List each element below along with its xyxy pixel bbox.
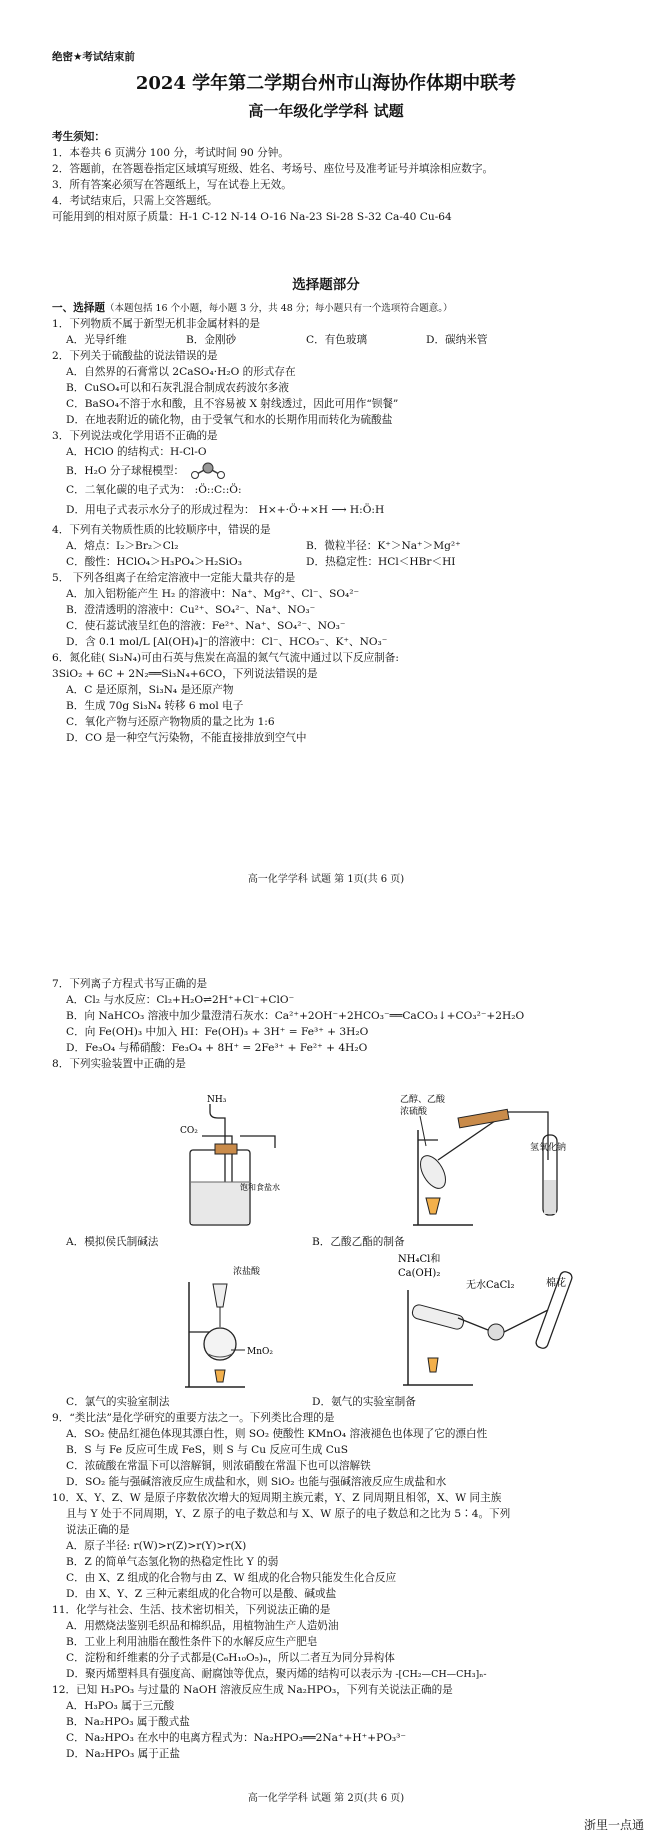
q6-option-b: B．生成 70g Si₃N₄ 转移 6 mol 电子 <box>66 700 244 712</box>
apparatus-a-diagram <box>180 1090 300 1230</box>
q10-option-c: C．由 X、Z 组成的化合物与由 Z、W 组成的化合物只能发生化合反应 <box>66 1572 397 1584</box>
q5-option-c: C．使石蕊试液呈红色的溶液：Fe²⁺、Na⁺、SO₄²⁻、NO₃⁻ <box>66 620 346 632</box>
q4-stem: 4．下列有关物质性质的比较顺序中，错误的是 <box>52 524 271 536</box>
notes-heading: 考生须知： <box>52 131 105 143</box>
q9-option-c: C．浓硫酸在常温下可以溶解铜，则浓硝酸在常温下也可以溶解铁 <box>66 1460 371 1472</box>
q9-option-a: A．SO₂ 使品红褪色体现其漂白性，则 SO₂ 使酸性 KMnO₄ 溶液褪色也体现了它的漂白性 <box>66 1428 488 1440</box>
q6-stem: 6．氮化硅( Si₃N₄)可由石英与焦炭在高温的氮气气流中通过以下反应制备: <box>52 652 399 664</box>
page2-footer: 高一化学学科 试题 第 2页(共 6 页) <box>247 1793 405 1804</box>
q4-option-b: B．微粒半径：K⁺＞Na⁺＞Mg²⁺ <box>306 540 461 552</box>
q5-option-d: D．含 0.1 mol/L [Al(OH)₄]⁻的溶液中：Cl⁻、HCO₃⁻、K⁺、NO₃⁻ <box>66 636 388 648</box>
q3-option-b <box>52 462 617 484</box>
exam-notes <box>52 131 612 227</box>
q3-stem: 3．下列说法或化学用语不正确的是 <box>52 430 218 442</box>
conc-hcl-label: 浓盐酸 <box>233 1267 261 1277</box>
q7-option-b: B．向 NaHCO₃ 溶液中加少量澄清石灰水：Ca²⁺+2OH⁻+2HCO₃⁻══CaCO₃↓+CO₃²⁻+2H₂O <box>66 1010 525 1022</box>
cacl2-label: 无水CaCl₂ <box>466 1280 515 1291</box>
page1-footer: 高一化学学科 试题 第 1页(共 6 页) <box>247 874 405 885</box>
q10-option-b: B．Z 的简单气态氢化物的热稳定性比 Y 的弱 <box>66 1556 279 1568</box>
q12-stem: 12．已知 H₃PO₃ 与过量的 NaOH 溶液反应生成 Na₂HPO₃，下列有关说法正确的是 <box>52 1684 453 1696</box>
q4-option-c: C．酸性：HClO₄＞H₃PO₄＞H₂SiO₃ <box>66 556 242 568</box>
q4-options-row2 <box>52 556 617 572</box>
q10-stem-line3: 说法正确的是 <box>66 1524 130 1536</box>
q6-option-d: D．CO 是一种空气污染物，不能直接排放到空气中 <box>66 732 307 744</box>
note-item: 2．答题前，在答题卷指定区域填写班级、姓名、考场号、座位号及准考证号并填涂相应数字。 <box>52 163 494 175</box>
h2o-formation-formula: H×+·Ö·+×H ⟶ H:Ö:H <box>258 504 385 516</box>
polypropylene-formula: -[CH₂—CH—CH₃]ₙ- <box>395 1669 487 1680</box>
q1-option-d: D．碳纳米管 <box>426 334 488 346</box>
note-item: 1．本卷共 6 页满分 100 分，考试时间 90 分钟。 <box>52 147 289 159</box>
q7-option-d: D．Fe₃O₄ 与稀硝酸：Fe₃O₄ + 8H⁺ = 2Fe³⁺ + Fe²⁺ + 4H₂O <box>66 1042 368 1054</box>
ester-reagents-label: 乙醇、乙酸 <box>400 1095 446 1105</box>
co2-electron-formula: :Ö::C::Ö: <box>194 484 242 496</box>
q6-option-c: C．氧化产物与还原产物物质的量之比为 1:6 <box>66 716 275 728</box>
q2-option-c: C．BaSO₄不溶于水和酸，且不容易被 X 射线透过，因此可用作“钡餐” <box>66 398 399 410</box>
q10-option-d: D．由 X、Y、Z 三种元素组成的化合物可以是酸、碱或盐 <box>66 1588 337 1600</box>
q1-option-a: A．光导纤维 <box>66 334 127 346</box>
q11-option-d-text: D．聚丙烯塑料具有强度高、耐腐蚀等优点，聚丙烯的结构可以表示为 <box>66 1668 393 1680</box>
q8-option-d: D．氨气的实验室制备 <box>312 1396 416 1408</box>
q10-stem-line2: 且与 Y 处于不同周期，Y、Z 原子的电子数总和与 X、W 原子的电子数总和之比为 5∶4。下列 <box>66 1508 511 1520</box>
q9-stem: 9．“类比法”是化学研究的重要方法之一。下列类比合理的是 <box>52 1412 335 1424</box>
atomic-mass-line: 可能用到的相对原子质量：H-1 C-12 N-14 O-16 Na-23 Si-28 S-32 Ca-40 Cu-64 <box>52 211 452 223</box>
q5-stem: 5． 下列各组离子在给定溶液中一定能大量共存的是 <box>52 572 296 584</box>
q4-option-a: A．熔点：I₂＞Br₂＞Cl₂ <box>66 540 179 552</box>
q1-stem: 1．下列物质不属于新型无机非金属材料的是 <box>52 318 261 330</box>
q1-option-b: B．金刚砂 <box>186 334 237 346</box>
q4-option-d: D．热稳定性：HCl＜HBr＜HI <box>306 556 456 568</box>
q3-option-d <box>52 504 617 524</box>
q2-stem: 2．下列关于硫酸盐的说法错误的是 <box>52 350 218 362</box>
q8-stem: 8．下列实验装置中正确的是 <box>52 1058 186 1070</box>
nh4cl-label: NH₄Cl和 <box>398 1254 441 1265</box>
q4-options-row1 <box>52 540 617 556</box>
q11-option-c: C．淀粉和纤维素的分子式都是(C₆H₁₀O₅)ₙ，所以二者互为同分异构体 <box>66 1652 395 1664</box>
q8-option-b: B．乙酸乙酯的制备 <box>312 1236 405 1248</box>
mno2-label: MnO₂ <box>247 1347 273 1357</box>
questions-page1 <box>52 302 617 748</box>
q7-stem: 7．下列离子方程式书写正确的是 <box>52 978 208 990</box>
q12-option-b: B．Na₂HPO₃ 属于酸式盐 <box>66 1716 190 1728</box>
q10-stem: 10．X、Y、Z、W 是原子序数依次增大的短周期主族元素，Y、Z 同周期且相邻，X、W 同主族 <box>52 1492 502 1504</box>
nh3-label: NH₃ <box>207 1095 227 1105</box>
q2-option-d: D．在地表附近的硫化物，由于受氧气和水的长期作用而转化为硫酸盐 <box>66 414 393 426</box>
q2-option-b: B．CuSO₄可以和石灰乳混合制成农药波尔多液 <box>66 382 289 394</box>
q11-option-b: B．工业上利用油脂在酸性条件下的水解反应生产肥皂 <box>66 1636 318 1648</box>
cotton-label: 棉花 <box>546 1278 566 1289</box>
q7-option-a: A．Cl₂ 与水反应：Cl₂+H₂O⇌2H⁺+Cl⁻+ClO⁻ <box>66 994 295 1006</box>
exam-title: 2024 学年第二学期台州市山海协作体期中联考 <box>135 73 517 94</box>
note-item: 3．所有答案必须写在答题纸上，写在试卷上无效。 <box>52 179 292 191</box>
section-intro-bold: 一、选择题 <box>52 302 105 314</box>
note-item: 4．考试结束后，只需上交答题纸。 <box>52 195 218 207</box>
co2-label: CO₂ <box>180 1126 198 1136</box>
water-ball-model-icon <box>187 462 229 480</box>
section-intro-rest: （本题包括 16 个小题，每小题 3 分，共 48 分；每小题只有一个选项符合题意。） <box>104 303 453 314</box>
apparatus-c-diagram <box>175 1262 305 1390</box>
q3-option-a: A．HClO 的结构式：H-Cl-O <box>66 446 207 458</box>
q8-option-a: A．模拟侯氏制碱法 <box>66 1236 159 1248</box>
questions-page2-top <box>52 978 617 1074</box>
q9-option-d: D．SO₂ 能与强碱溶液反应生成盐和水，则 SiO₂ 也能与强碱溶液反应生成盐和水 <box>66 1476 447 1488</box>
q9-option-b: B．S 与 Fe 反应可生成 FeS，则 S 与 Cu 反应可生成 CuS <box>66 1444 348 1456</box>
q3-option-c-text: C．二氧化碳的电子式为： <box>66 484 191 496</box>
q1-option-c: C．有色玻璃 <box>306 334 368 346</box>
secret-label: 绝密★考试结束前 <box>52 51 135 63</box>
q8-option-c: C．氯气的实验室制法 <box>66 1396 170 1408</box>
q3-option-b-text: B．H₂O 分子球棍模型： <box>66 465 185 477</box>
exam-subtitle: 高一年级化学学科 试题 <box>248 102 404 120</box>
q6-equation: 3SiO₂ + 6C + 2N₂══Si₃N₄+6CO，下列说法错误的是 <box>52 668 318 680</box>
q5-option-a: A．加入铝粉能产生 H₂ 的溶液中：Na⁺、Mg²⁺、Cl⁻、SO₄²⁻ <box>66 588 360 600</box>
q3-option-c <box>52 484 617 504</box>
questions-page2-bottom <box>52 1396 617 1764</box>
q1-options <box>52 334 617 350</box>
brine-label: 饱和食盐水 <box>240 1183 280 1192</box>
q11-option-d <box>52 1668 617 1684</box>
q12-option-d: D．Na₂HPO₃ 属于正盐 <box>66 1748 180 1760</box>
conc-h2so4-label: 浓硫酸 <box>400 1107 428 1117</box>
watermark: 浙里一点通 <box>583 1818 644 1832</box>
q11-stem: 11．化学与社会、生活、技术密切相关，下列说法正确的是 <box>52 1604 331 1616</box>
q6-option-a: A．C 是还原剂，Si₃N₄ 是还原产物 <box>66 684 234 696</box>
q12-option-a: A．H₃PO₃ 属于三元酸 <box>66 1700 175 1712</box>
q2-option-a: A．自然界的石膏常以 2CaSO₄·H₂O 的形式存在 <box>66 366 296 378</box>
section-intro <box>52 302 617 318</box>
section-title: 选择题部分 <box>292 277 360 293</box>
caoh2-label: Ca(OH)₂ <box>398 1268 441 1279</box>
q10-option-a: A．原子半径: r(W)>r(Z)>r(Y)>r(X) <box>66 1540 247 1552</box>
q5-option-b: B．澄清透明的溶液中：Cu²⁺、SO₄²⁻、Na⁺、NO₃⁻ <box>66 604 316 616</box>
q7-option-c: C．向 Fe(OH)₃ 中加入 HI：Fe(OH)₃ + 3H⁺ = Fe³⁺ + 3H₂O <box>66 1026 369 1038</box>
apparatus-d-diagram <box>398 1250 598 1390</box>
q8-options-row2 <box>52 1396 617 1412</box>
q11-option-a: A．用燃烧法鉴别毛织品和棉织品，用植物油生产人造奶油 <box>66 1620 339 1632</box>
apparatus-b-diagram <box>398 1090 598 1230</box>
q12-option-c: C．Na₂HPO₃ 在水中的电离方程式为：Na₂HPO₃══2Na⁺+H⁺+PO₃³⁻ <box>66 1732 407 1744</box>
naoh-label: 氢氧化钠 <box>530 1143 567 1153</box>
q3-option-d-text: D．用电子式表示水分子的形成过程为： <box>66 504 255 516</box>
